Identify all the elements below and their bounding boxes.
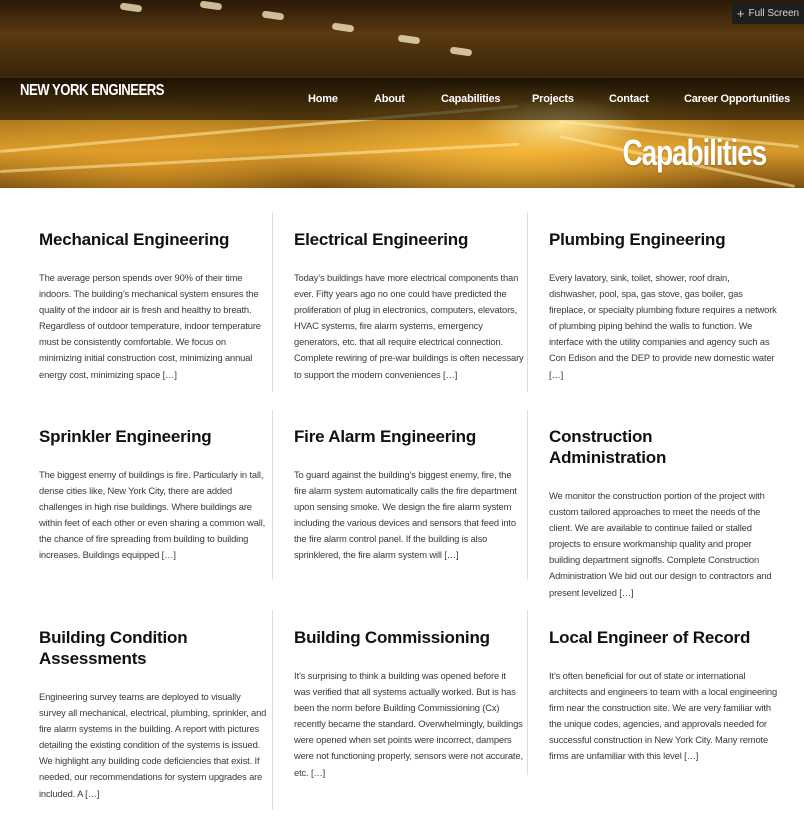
- site-logo[interactable]: NEW YORK ENGINEERS: [20, 82, 164, 99]
- main-nav: [0, 93, 804, 109]
- column-divider: [527, 212, 528, 392]
- nav-home[interactable]: Home: [308, 93, 338, 105]
- nav-career-opportunities[interactable]: Career Opportunities: [684, 93, 791, 105]
- tunnel-light: [398, 35, 421, 45]
- nav-projects[interactable]: Projects: [532, 93, 574, 105]
- card-building-commissioning: [294, 627, 524, 781]
- light-streak: [0, 143, 519, 173]
- card-title[interactable]: Construction Administration: [549, 427, 667, 467]
- card-excerpt: It’s surprising to think a building was opened before it was verified that all systems actually worked. But is has been the norm before Building Commissioning (Cx) recently became the standard. Overwhelmingly, buildings were opened when set points were incorrect, dampers were not functioning properly, sensors were not accurate, etc. […]: [294, 670, 523, 778]
- card-mechanical-engineering: [39, 229, 269, 383]
- card-excerpt: Today’s buildings have more electrical components than ever. Fifty years ago no one could have predicted the proliferation of plug in electronics, computers, elevators, HVAC systems, fire alarm systems, emergency generators, etc. that all require electrical connection. Complete rewiring of pre-war buildings is often necessary to support the modern conveniences […]: [294, 272, 524, 380]
- nav-about[interactable]: About: [374, 93, 405, 105]
- card-sprinkler-engineering: [39, 426, 269, 564]
- card-title[interactable]: Plumbing Engineering: [549, 230, 726, 249]
- card-title[interactable]: Building Commissioning: [294, 628, 490, 647]
- nav-capabilities[interactable]: Capabilities: [441, 93, 501, 105]
- card-excerpt: It’s often beneficial for out of state or international architects and engineers to team with a local engineering firm near the construction site. We are very familiar with the unique codes, agencies, and approvals needed for successful construction in New York City. Many remote firms are unfamiliar with this level […]: [549, 670, 778, 762]
- card-title[interactable]: Mechanical Engineering: [39, 230, 230, 249]
- nav-contact[interactable]: Contact: [609, 93, 649, 105]
- card-title[interactable]: Local Engineer of Record: [549, 628, 751, 647]
- card-local-engineer-of-record: [549, 627, 779, 765]
- tunnel-light: [200, 1, 223, 11]
- hero-banner: [0, 0, 804, 188]
- column-divider: [272, 610, 273, 810]
- card-excerpt: Engineering survey teams are deployed to visually survey all mechanical, electrical, plumbing, sprinkler, and fire alarm systems in the building. A report with pictures detailing the existing condition of the systems is issued. We highlight any building code deficiencies that exist. If needed, our recommendations for system upgrades are included. A […]: [39, 691, 267, 799]
- card-excerpt: The average person spends over 90% of their time indoors. The building’s mechanical system ensures the quality of the indoor air is fresh and healthy to breath. Regardless of outdoor temperature, indoor temperature must be consistently comfortable. We focus on minimizing initial construction cost, minimizing annual energy cost, minimizing space […]: [39, 272, 261, 380]
- card-excerpt: To guard against the building’s biggest enemy, fire, the fire alarm system automatically calls the fire department upon sensing smoke. We design the fire alarm system including the various devices and sensors that feed into the fire alarm control panel. If the building is also sprinklered, the fire alarm system will […]: [294, 469, 517, 561]
- tunnel-light: [262, 11, 285, 21]
- column-divider: [272, 410, 273, 580]
- card-excerpt: We monitor the construction portion of the project with custom tailored approaches to meet the needs of the client. We are available to continue failed or stalled projects to ensure workmanship quality and proper building department signoffs. Complete Construction Administration We bid out our design to contractors and present levelized […]: [549, 490, 772, 598]
- column-divider: [527, 410, 528, 580]
- card-title[interactable]: Electrical Engineering: [294, 230, 469, 249]
- tunnel-light: [450, 47, 473, 57]
- card-building-condition-assessments: [39, 627, 269, 802]
- card-title[interactable]: Fire Alarm Engineering: [294, 427, 477, 446]
- column-divider: [272, 212, 273, 392]
- card-fire-alarm-engineering: [294, 426, 524, 564]
- card-excerpt: Every lavatory, sink, toilet, shower, roof drain, dishwasher, pool, spa, gas stove, gas boiler, gas fireplace, or specialty plumbing fixture requires a network of plumbing piping behind the walls to function. We interface with the utility companies and agency such as Con Edison and the DEP to provide new domestic water […]: [549, 272, 777, 380]
- card-title[interactable]: Sprinkler Engineering: [39, 427, 212, 446]
- fullscreen-button[interactable]: [732, 2, 804, 24]
- card-plumbing-engineering: [549, 229, 779, 383]
- tunnel-light: [332, 23, 355, 33]
- card-excerpt: The biggest enemy of buildings is fire. Particularly in tall, dense cities like, New York City, there are added challenges in high rise buildings. Where buildings are within feet of each other or even sharing a common wall, the chance of fire spreading from building to building increases. Buildings equipped […]: [39, 469, 266, 561]
- card-electrical-engineering: [294, 229, 524, 383]
- card-title[interactable]: Building Condition Assessments: [39, 628, 188, 668]
- fullscreen-label: Full Screen: [748, 7, 800, 19]
- page-title: Capabilities: [622, 132, 766, 173]
- tunnel-light: [120, 3, 143, 13]
- column-divider: [527, 610, 528, 775]
- plus-icon: +: [736, 5, 745, 21]
- card-construction-administration: [549, 426, 779, 601]
